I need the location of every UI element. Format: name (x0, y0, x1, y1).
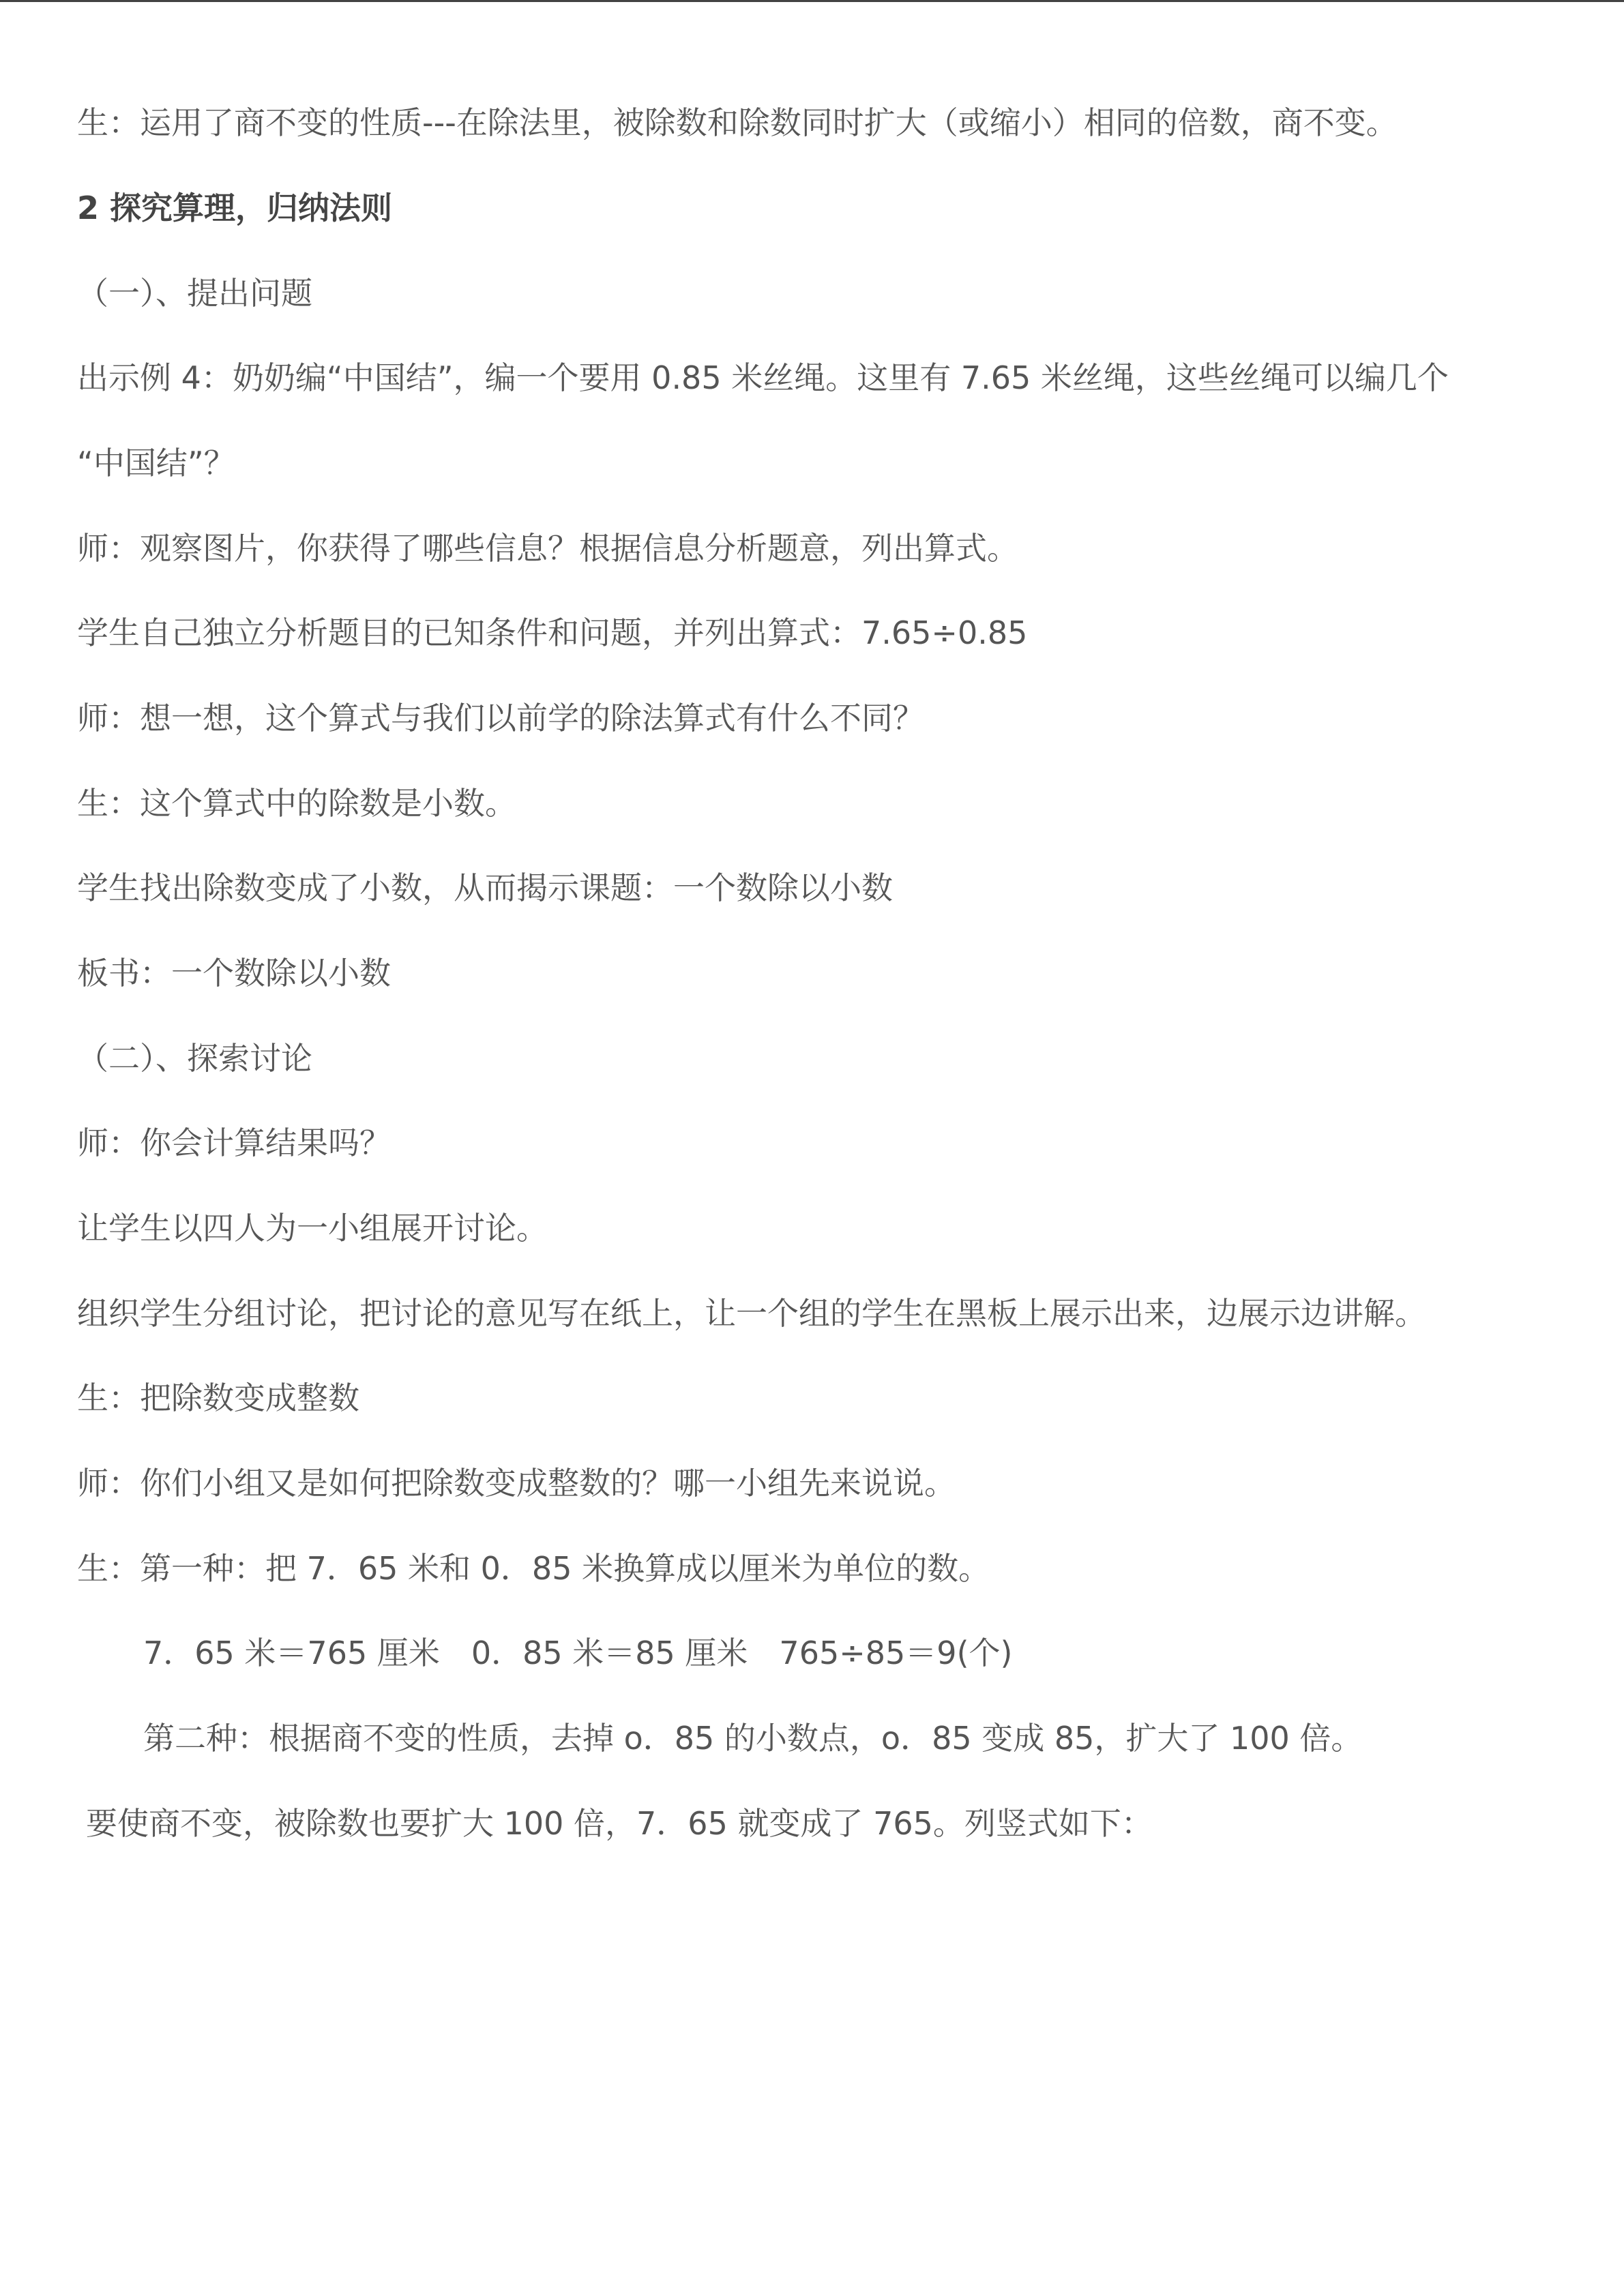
paragraph-line: 让学生以四人为一小组展开讨论。 (77, 1210, 548, 1247)
calculation-line: 7．65 米＝765 厘米 0．85 米＝85 厘米 765÷85＝9(个) (143, 1635, 1013, 1671)
paragraph-line: 生：这个算式中的除数是小数。 (77, 785, 516, 822)
paragraph-line: 师：你们小组又是如何把除数变成整数的？哪一小组先来说说。 (77, 1465, 956, 1502)
paragraph-line: 师：想一想，这个算式与我们以前学的除法算式有什么不同？ (77, 700, 924, 736)
paragraph-line: 出示例 4：奶奶编“中国结”，编一个要用 0.85 米丝绳。这里有 7.65 米丝绳，这些丝绳可以编几个 (77, 359, 1449, 396)
paragraph-line: 生：把除数变成整数 (77, 1380, 359, 1416)
subsection-heading: （一）、提出问题 (77, 275, 312, 312)
paragraph-line: 组织学生分组讨论，把讨论的意见写在纸上，让一个组的学生在黑板上展示出来，边展示边讲解。 (77, 1295, 1426, 1332)
paragraph-line: 师：观察图片，你获得了哪些信息？根据信息分析题意，列出算式。 (77, 530, 1018, 567)
paragraph-line: 学生自己独立分析题目的已知条件和问题，并列出算式：7.65÷0.85 (77, 614, 1028, 651)
paragraph-line: 生：第一种：把 7．65 米和 0．85 米换算成以厘米为单位的数。 (77, 1550, 990, 1587)
paragraph-line: 板书：一个数除以小数 (77, 955, 391, 992)
section-heading: 2 探究算理，归纳法则 (77, 190, 393, 226)
paragraph-line: 学生找出除数变成了小数，从而揭示课题：一个数除以小数 (77, 869, 893, 906)
paragraph-line: 要使商不变，被除数也要扩大 100 倍，7．65 就变成了 765。列竖式如下： (86, 1805, 1153, 1842)
subsection-heading: （二）、探索讨论 (77, 1040, 312, 1077)
paragraph-line: 师：你会计算结果吗？ (77, 1124, 391, 1161)
paragraph-line: 生：运用了商不变的性质---在除法里，被除数和除数同时扩大（或缩小）相同的倍数，商不变。 (77, 104, 1398, 141)
paragraph-line: 第二种：根据商不变的性质，去掉 o．85 的小数点，o．85 变成 85，扩大了 100 倍。 (143, 1720, 1363, 1757)
paragraph-line: “中国结”？ (77, 445, 235, 481)
